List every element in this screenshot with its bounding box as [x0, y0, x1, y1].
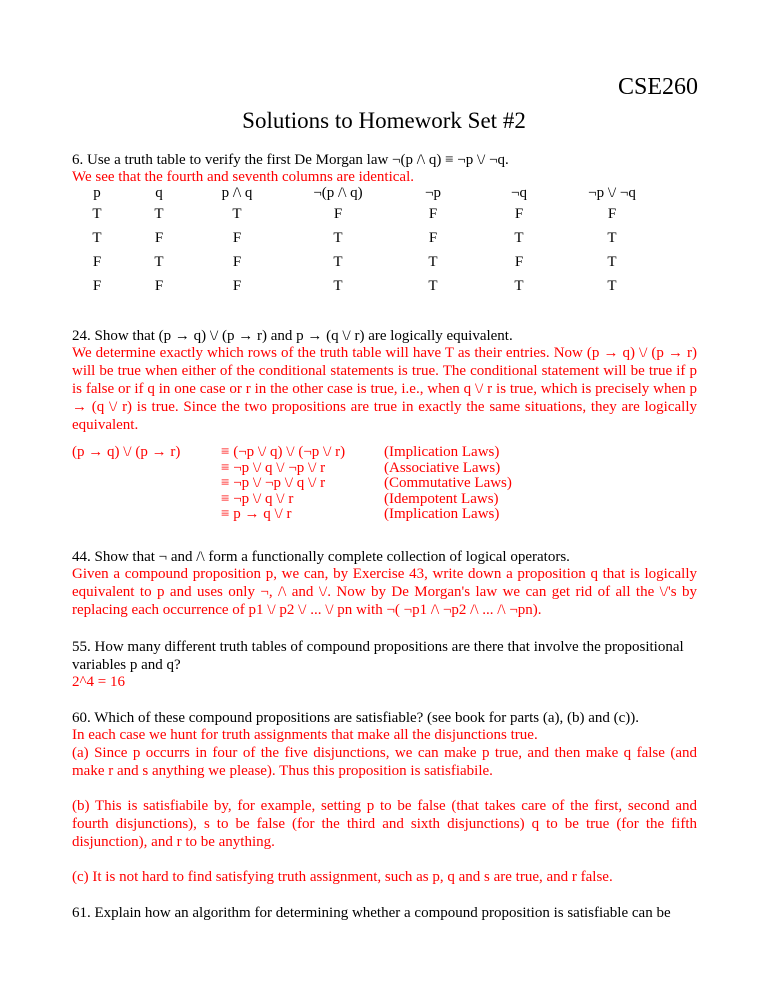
- truth-table-cell: F: [428, 230, 438, 246]
- derivation-steps: [221, 445, 345, 523]
- derivation-law: (Implication Laws): [384, 506, 500, 522]
- derivation-law: (Idempotent Laws): [384, 490, 499, 507]
- truth-table-cell: T: [514, 278, 524, 294]
- truth-table-cell: T: [428, 278, 438, 294]
- q60-question: 60. Which of these compound propositions are satisfiable? (see book for parts (a), (b) and (c)).: [72, 710, 640, 726]
- q24-answer: We determine exactly which rows of the truth table will have T as their entries. Now (p → q) \/ (p → r) will be true when either of the conditional statements is true. The conditional statement will be true if p is false or if q in one case or r in the other case is true, i.e., when q \/ r is true, which is precisely when p → (q \/ r) is true. Since the two propositions are true in exactly the same situations, they are logically equivalent.: [72, 345, 697, 433]
- q55-answer: 2^4 = 16: [72, 674, 125, 690]
- derivation-laws: [384, 445, 512, 523]
- truth-table-cell: F: [92, 278, 102, 294]
- q60-part-b: (b) This is satisfiabile by, for example, setting p to be false (that takes care of the first, second and fourth disjunctions), s to be false (for the third and sixth disjunctions) q to be true (for the fifth disjunction), and r to be anything.: [72, 798, 697, 850]
- truth-table-cell: T: [92, 206, 102, 222]
- truth-table-cell: T: [232, 206, 242, 222]
- derivation-law: (Commutative Laws): [384, 475, 512, 491]
- q61-question: 61. Explain how an algorithm for determining whether a compound proposition is satisfiable can be: [72, 905, 671, 921]
- q60-intro: In each case we hunt for truth assignments that make all the disjunctions true.: [72, 727, 538, 743]
- truth-table-cell: T: [333, 254, 343, 270]
- truth-table-cell: T: [514, 230, 524, 246]
- truth-table-cell: F: [92, 254, 102, 270]
- truth-table-cell: F: [232, 254, 242, 270]
- derivation-step: ≡ ¬p \/ q \/ ¬p \/ r: [221, 459, 326, 476]
- truth-table-cell: F: [428, 206, 438, 222]
- truth-table-cell: F: [607, 206, 617, 222]
- truth-table-cell: T: [607, 278, 617, 294]
- derivation-step: ≡ ¬p \/ ¬p \/ q \/ r: [221, 475, 326, 491]
- q60-part-c: (c) It is not hard to find satisfying truth assignment, such as p, q and s are true, and r false.: [72, 869, 613, 885]
- page-title: Solutions to Homework Set #2: [242, 108, 526, 133]
- derivation-lhs: (p → q) \/ (p → r): [72, 444, 181, 460]
- truth-table-header: q: [155, 185, 163, 201]
- truth-table-cell: F: [514, 206, 524, 222]
- truth-table-cell: T: [154, 254, 164, 270]
- truth-table-header: ¬(p /\ q): [313, 185, 363, 201]
- truth-table-cell: T: [607, 254, 617, 270]
- truth-table-cell: F: [333, 206, 343, 222]
- q44-question: 44. Show that ¬ and /\ form a functionally complete collection of logical operators.: [72, 549, 570, 565]
- truth-table-cell: F: [154, 230, 164, 246]
- truth-table-cell: F: [514, 254, 524, 270]
- derivation-step: ≡ ¬p \/ q \/ r: [221, 490, 294, 507]
- q55-question: 55. How many different truth tables of compound propositions are there that involve the propositional variables p and q?: [72, 639, 684, 673]
- truth-table-row: [66, 230, 660, 254]
- truth-table-cell: T: [92, 230, 102, 246]
- truth-table-cell: F: [154, 278, 164, 294]
- truth-table-row: [66, 254, 660, 278]
- truth-table-cell: T: [428, 254, 438, 270]
- truth-table-header: ¬p: [425, 185, 441, 201]
- q44-answer: Given a compound proposition p, we can, by Exercise 43, write down a proposition q that is logically equivalent to p and uses only ¬, /\ and \/. Now by De Morgan's law we can get rid of all the \/'s by replacing each occurrence of p1 \/ p2 \/ ... \/ pn with ¬( ¬p1 /\ ¬p2 /\ ... /\ ¬pn).: [72, 566, 697, 618]
- truth-table-header: p /\ q: [221, 185, 253, 201]
- derivation-law: (Implication Laws): [384, 444, 500, 460]
- truth-table-cell: F: [232, 278, 242, 294]
- truth-table-cell: F: [232, 230, 242, 246]
- q24-question: 24. Show that (p → q) \/ (p → r) and p → (q \/ r) are logically equivalent.: [72, 328, 513, 344]
- truth-table-row: [66, 278, 660, 302]
- truth-table-header: ¬q: [511, 185, 527, 201]
- derivation-step: ≡ (¬p \/ q) \/ (¬p \/ r): [221, 444, 346, 460]
- truth-table-header: ¬p \/ ¬q: [588, 185, 636, 201]
- q6-answer: We see that the fourth and seventh columns are identical.: [72, 169, 415, 185]
- derivation-step: ≡ p → q \/ r: [221, 506, 292, 522]
- q60-part-a: (a) Since p occurrs in four of the five disjunctions, we can make p true, and then make q false (and make r and s anything we please). Thus this proposition is satisfiabile.: [72, 745, 697, 779]
- truth-table-cell: T: [154, 206, 164, 222]
- truth-table-cell: T: [607, 230, 617, 246]
- derivation-law: (Associative Laws): [384, 459, 501, 476]
- truth-table-header: p: [93, 185, 101, 201]
- truth-table: [66, 185, 660, 302]
- truth-table-row: [66, 206, 660, 230]
- truth-table-cell: T: [333, 278, 343, 294]
- truth-table-header-row: [66, 185, 660, 206]
- course-code: CSE260: [617, 74, 698, 100]
- q6-question: 6. Use a truth table to verify the first De Morgan law ¬(p /\ q) ≡ ¬p \/ ¬q.: [72, 152, 509, 168]
- truth-table-cell: T: [333, 230, 343, 246]
